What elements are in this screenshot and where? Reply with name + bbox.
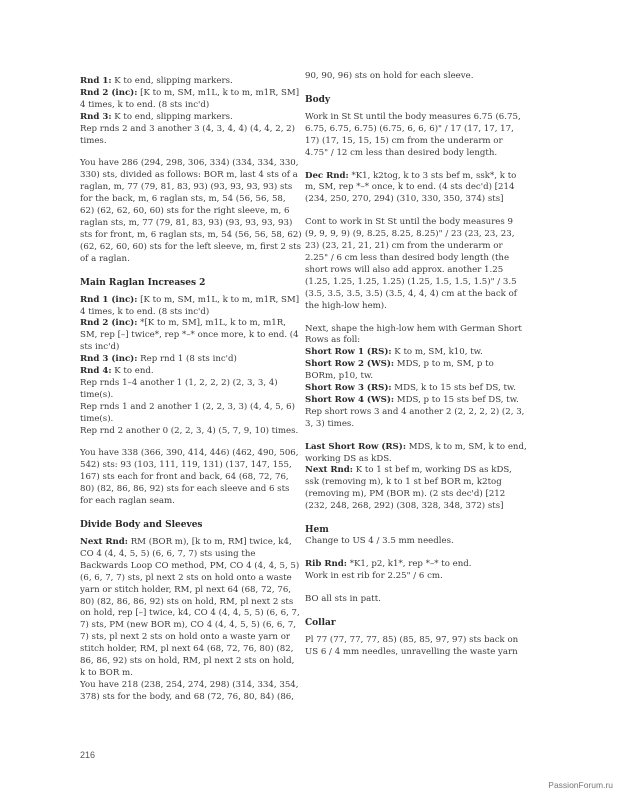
rnd-label: Rnd 4:: [80, 366, 112, 377]
rnd-label: Short Row 4 (WS):: [305, 394, 395, 405]
repeat-instruction: Rep rnd 2 another 0 (2, 2, 3, 4) (5, 7, 9, 10) times.: [80, 425, 299, 436]
instruction-short-row-2: [305, 359, 527, 383]
rnd-text: K to m, SM, k10, tw.: [391, 347, 483, 358]
rnd-text: K to end.: [111, 366, 154, 377]
rnd-label: Rnd 1:: [80, 76, 112, 86]
continued-text: 90, 90, 96) sts on hold for each sleeve.: [305, 71, 474, 81]
section-heading-hem: Hem: [305, 525, 329, 536]
repeat-instruction: Rep rnds 1 and 2 another 1 (2, 2, 3, 3) (4, 4, 5, 6) time(s).: [80, 401, 295, 424]
instruction-rnd2: [80, 88, 302, 112]
instruction-rnd3-inc: [80, 354, 302, 366]
rnd-text: Rep rnd 1 (8 sts inc'd): [137, 354, 237, 365]
instruction-rnd1-inc: [80, 295, 302, 319]
instruction-rnd3: [80, 112, 302, 124]
rnd-text: MDS, p to m, SM, p to BORm, p10, tw.: [305, 359, 494, 382]
stitch-count-paragraph: You have 286 (294, 298, 306, 334) (334, 334, 330, 330) sts, divided as follows: BOR m, last 4 sts of a raglan, m, 77 (79, 81, 83, 93) (93, 93, 93, 93) sts for the back, m, 6 raglan sts, m, 54 (56, 56, 58, 62) (62, 62, 60, 60) sts for the right sleeve, m, 6 raglan sts, m, 77 (79, 81, 83, 93) (93, 93, 93, 93) sts for front, m, 6 raglan sts, m, 54 (56, 56, 58, 62) (62, 62, 60, 60) sts for the left sleeve, m, first 2 sts of a raglan.: [80, 158, 302, 264]
section-heading-body: Body: [305, 94, 331, 105]
collar-paragraph: Pl 77 (77, 77, 77, 85) (85, 85, 97, 97) sts back on US 6 / 4 mm needles, unravelling the waste yarn: [305, 634, 519, 657]
stitch-count-paragraph: You have 338 (366, 390, 414, 446) (462, 490, 506, 542) sts: 93 (103, 111, 119, 131) (137, 147, 155, 167) sts each for front and back, 64 (68, 72, 76, 80) (82, 86, 86, 92) sts for each sleeve and 6 sts for each raglan seam.: [80, 448, 299, 507]
instruction-rnd2-inc: [80, 318, 302, 354]
rnd-label: Rnd 1 (inc):: [80, 294, 138, 305]
rnd-label: Next Rnd:: [80, 537, 128, 547]
repeat-instruction: Rep short rows 3 and 4 another 2 (2, 2, 2, 2) (2, 3, 3, 3) times.: [305, 406, 525, 429]
instruction-next-rnd: [305, 465, 527, 513]
rnd-text: RM (BOR m), [k to m, RM] twice, k4, CO 4 (4, 4, 5, 5) (6, 6, 7, 7) sts using the Backwards Loop CO method, PM, CO 4 (4, 4, 5, 5) (6, 6, 7, 7) sts, pl next 2 sts on hold onto a waste yarn or stitch holder, RM, pl next 64 (68, 72, 76, 80) (82, 86, 86, 92) sts on hold, RM, pl next 2 sts on hold, rep [–] twice, k4, CO 4 (4, 4, 5, 5) (6, 6, 7, 7) sts, PM (new BOR m), CO 4 (4, 4, 5, 5) (6, 6, 7, 7) sts, pl next 2 sts on hold onto a waste yarn or stitch holder, RM, pl next 64 (68, 72, 76, 80) (82, 86, 86, 92) sts on hold, RM, pl next 2 sts on hold, k to BOR m.: [80, 537, 300, 678]
instruction-rnd1: [80, 76, 302, 88]
rnd-text: MDS, p to 15 sts bef DS, tw.: [394, 394, 519, 405]
rnd-text: *K1, k2tog, k to 3 sts bef m, ssk*, k to m, SM, rep *–* once, k to end. (4 sts dec'd) [214 (234, 250, 270, 294) (310, 330, 350, 374) sts]: [305, 170, 517, 205]
instruction-short-row-3: [305, 383, 527, 395]
left-column: [80, 76, 302, 704]
hem-paragraph: Change to US 4 / 3.5 mm needles.: [305, 536, 454, 547]
page-number: 216: [80, 750, 96, 760]
rnd-text: K to end, slipping markers.: [111, 76, 233, 86]
instruction-short-row-4: [305, 395, 527, 407]
rnd-text: K to 1 st bef m, working DS as kDS, ssk (removing m), k to 1 st bef BOR m, k2tog (removing m), PM (BOR m). (2 sts dec'd) [212 (232, 248, 268, 292) (308, 328, 348, 372) sts]: [305, 465, 512, 512]
rnd-text: MDS, k to 15 sts bef DS, tw.: [391, 383, 516, 394]
rnd-label: Dec Rnd:: [305, 170, 349, 181]
rnd-label: Next Rnd:: [305, 465, 353, 476]
rnd-text: *K1, p2, k1*, rep *–* to end.: [346, 559, 472, 569]
section-heading-divide: Divide Body and Sleeves: [80, 520, 203, 530]
repeat-instruction: Rep rnds 1–4 another 1 (1, 2, 2, 2) (2, 3, 3, 4) time(s).: [80, 377, 278, 400]
instruction-last-short-row: [305, 442, 527, 466]
rnd-label: Short Row 1 (RS):: [305, 347, 392, 358]
hem-paragraph: Work in est rib for 2.25" / 6 cm.: [305, 570, 443, 581]
repeat-instruction: Rep rnds 2 and 3 another 3 (4, 3, 4, 4) (4, 4, 2, 2) times.: [80, 123, 295, 146]
section-heading-main-raglan: Main Raglan Increases 2: [80, 277, 206, 288]
stitch-count-paragraph: You have 218 (238, 254, 274, 298) (314, 334, 354, 378) sts for the body, and 68 (72, 76, 80, 84) (86,: [80, 679, 299, 702]
instruction-short-row-1: [305, 347, 527, 359]
rnd-label: Last Short Row (RS):: [305, 441, 407, 452]
section-heading-collar: Collar: [305, 617, 336, 628]
right-column: [305, 71, 527, 659]
rnd-text: MDS, k to m, SM, k to end, working DS as kDS.: [305, 441, 527, 464]
instruction-next-rnd: [80, 537, 302, 680]
body-paragraph: Next, shape the high-low hem with German Short Rows as foll:: [305, 323, 522, 346]
rnd-text: K to end, slipping markers.: [111, 111, 233, 122]
instruction-rnd4: [80, 366, 302, 378]
rnd-label: Short Row 2 (WS):: [305, 359, 395, 370]
rnd-text: [K to m, SM, m1L, k to m, m1R, SM] 4 times, k to end. (8 sts inc'd): [80, 294, 300, 317]
hem-paragraph: BO all sts in patt.: [305, 593, 381, 604]
rnd-text: *[K to m, SM], m1L, k to m, m1R, SM, rep [–] twice*, rep *–* once more, k to end. (4 sts inc'd): [80, 318, 299, 353]
body-paragraph: Cont to work in St St until the body measures 9 (9, 9, 9, 9) (9, 8.25, 8.25, 8.25)" / 23 (23, 23, 23, 23) (23, 21, 21, 21) cm from the underarm or 2.25" / 6 cm less than desired body length (the short rows will also add approx. another 1.25 (1.25, 1.25, 1.25, 1.25) (1.25, 1.5, 1.5, 1.5)" / 3.5 (3.5, 3.5, 3.5, 3.5) (3.5, 4, 4, 4) cm at the back of the high-low hem).: [305, 217, 517, 311]
rnd-text: [K to m, SM, m1L, k to m, m1R, SM] 4 times, k to end. (8 sts inc'd): [80, 87, 300, 110]
rnd-label: Rnd 3 (inc):: [80, 354, 138, 365]
instruction-rib-rnd: [305, 559, 527, 571]
body-paragraph: Work in St St until the body measures 6.75 (6.75, 6.75, 6.75, 6.75) (6.75, 6, 6, 6)" / 17 (17, 17, 17, 17) (17, 15, 15, 15) cm from the underarm or 4.75" / 12 cm less than desired body length.: [305, 111, 521, 158]
instruction-dec-rnd: [305, 171, 527, 207]
rnd-label: Rnd 2 (inc):: [80, 87, 138, 98]
rnd-label: Rnd 3:: [80, 111, 112, 122]
rnd-label: Rib Rnd:: [305, 559, 347, 569]
watermark: PassionForum.ru: [548, 780, 613, 790]
rnd-label: Short Row 3 (RS):: [305, 383, 392, 394]
rnd-label: Rnd 2 (inc):: [80, 318, 138, 329]
